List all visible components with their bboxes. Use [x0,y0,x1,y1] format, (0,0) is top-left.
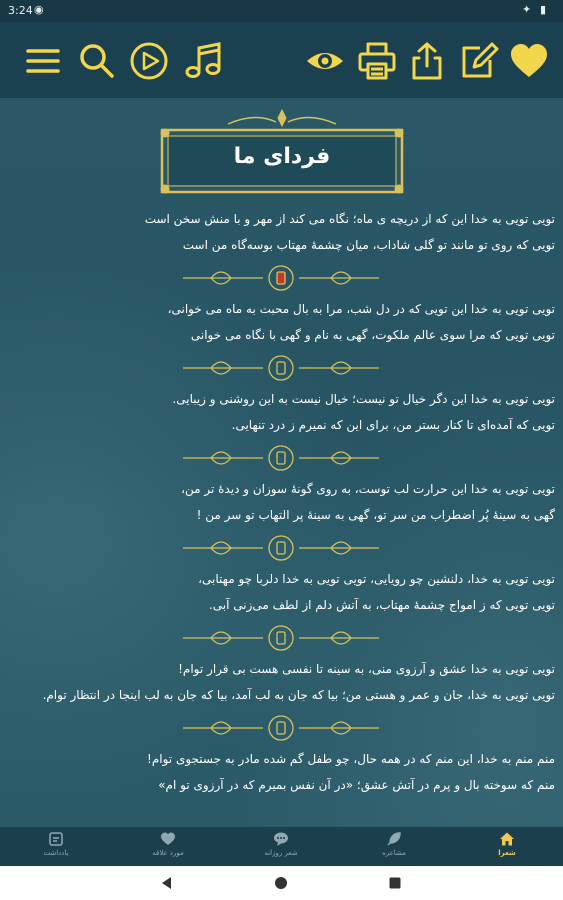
verse [0,656,563,746]
status-time: 3:24 [8,4,33,17]
verse-divider-icon [181,444,381,472]
play-icon[interactable] [128,40,170,82]
verse-divider-icon [181,264,381,292]
nav-label: مورد علاقه [152,849,184,857]
toolbar [0,22,563,98]
verse [0,296,563,386]
heart-icon [160,831,176,847]
nav-label: شعر روزانه [264,849,298,857]
verse [0,566,563,656]
system-nav [0,866,563,900]
recents-icon[interactable] [386,874,404,892]
poem-content[interactable] [0,98,563,826]
verse-line: تویی تویی که ز امواج چشمهٔ مهتاب، به آتش دلم از لطف می‌زنی آبی. [208,598,555,612]
verse-line: تویی تویی به خدا این حرارت لب توست، به روی گونهٔ سوزان و دیدهٔ تر من، [181,482,555,496]
edit-icon[interactable] [458,40,500,82]
home-circle-icon[interactable] [272,874,290,892]
verse-line: تویی که روی تو مانند تو گلی شاداب، میان چشمهٔ مهتاب بوسه‌گاه من است [182,238,555,252]
music-note-icon[interactable] [182,40,224,82]
feather-icon [386,831,402,847]
verse [0,386,563,476]
verse-line: تویی که آمده‌ای تا کنار بستر من، برای این که نمیرم ز درد تنهایی. [231,418,555,432]
nav-item-daily-poem[interactable] [225,831,337,865]
verse-line: تویی تویی به خدا این که از دریچه ی ماه؛ نگاه می کند از مهر و با منش سخن است [144,212,555,226]
nav-item-favorites[interactable] [112,831,224,865]
verse [0,476,563,566]
verse-line: تویی تویی به خدا این دگر خیال تو نیست؛ خیال نیست به این روشنی و زیبایی. [172,392,555,406]
share-icon[interactable] [406,40,448,82]
eye-icon[interactable] [304,40,346,82]
chat-bubble-icon [273,831,289,847]
heart-icon[interactable] [508,40,550,82]
home-icon [499,831,515,847]
verse-line: تویی تویی به خدا، دلنشین چو رویایی، تویی تویی به خدا دلربا چو مهتابی، [198,572,555,586]
verse-divider-icon [181,714,381,742]
search-icon[interactable] [76,40,118,82]
wifi-icon: ✦ [522,3,532,16]
bottom-nav [0,826,563,867]
verse-divider-icon [181,624,381,652]
back-icon[interactable] [158,874,176,892]
nav-label: شعرا [498,849,516,857]
nav-label: مشاعره [382,849,406,857]
notification-icon: ◉ [34,3,44,16]
verse [0,746,563,826]
verse [0,206,563,296]
menu-icon[interactable] [22,40,64,82]
verse-divider-icon [181,534,381,562]
verse-line: گهی به سینهٔ پُر اضطراب من سر تو، گهی به سینهٔ پر التهاب تو سر من ! [196,508,555,522]
poem-title: فردای ما [233,144,331,169]
status-bar [0,0,563,22]
verse-line: منم که سوخته بال و پرم در آتش عشق؛ «در آن نفس بمیرم که در آرزوی تو ام» [158,778,555,792]
nav-item-poets[interactable] [451,831,563,865]
nav-label: یادداشت [43,849,69,857]
verse-divider-icon [181,354,381,382]
verse-line: تویی تویی به خدا این تویی که در دل شب، مرا به بال محبت به ماه می خوانی، [167,302,555,316]
verse-line: تویی تویی به خدا، جان و عمر و هستی من؛ بیا که جان به لب آمد، بیا که جان به لب اینجا در انتظار توام. [42,688,555,702]
note-icon [48,831,64,847]
verse-line: تویی تویی به خدا عشق و آرزوی منی، به سینه تا نفسی هست بی قرار توام! [178,662,555,676]
verse-line: تویی تویی که مرا سوی عالم ملکوت، گهی به نام و گهی با نگاه می خوانی [190,328,555,342]
nav-item-notes[interactable] [0,831,112,865]
title-frame [158,108,406,198]
verse-line: منم منم به خدا، این منم که در همه حال، چو طفل گم شده مادر به جستجوی توام! [147,752,555,766]
battery-icon: ▮ [540,3,547,16]
nav-item-mushaere[interactable] [338,831,450,865]
poem-body [0,206,563,826]
printer-icon[interactable] [356,40,398,82]
